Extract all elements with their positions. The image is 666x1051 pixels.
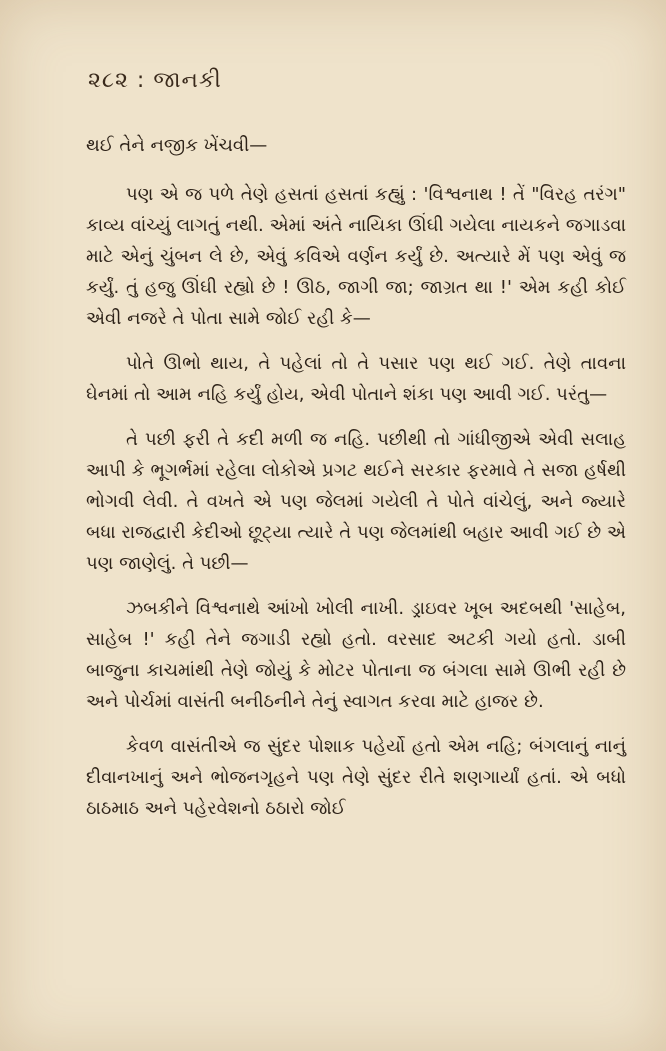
paragraph: કેવળ વાસંતીએ જ સુંદર પોશાક પહેર્યો હતો એમ નહિ; બંગલાનું નાનું દીવાનખાનું અને ભોજનગૃહને પણ તેણે સુંદર રીતે શણગાર્યાં હતાં. એ બધો ઠાઠમાઠ અને પહેરવેશનો ઠઠારો જોઈ: [86, 736, 626, 819]
paragraph: તે પછી ફરી તે કદી મળી જ નહિ. પછીથી તો ગાંધીજીએ એવી સલાહ આપી કે ભૂગર્ભમાં રહેલા લોકોએ પ્રગટ થઈને સરકાર ફરમાવે તે સજા હર્ષથી ભોગવી લેવી. તે વખતે એ પણ જેલમાં ગયેલી તે પોતે વાંચેલું, અને જ્યારે બધા રાજદ્વારી કેદીઓ છૂટ્યા ત્યારે તે પણ જેલમાંથી બહાર આવી ગઈ છે એ પણ જાણેલું. તે પછી—: [86, 429, 626, 574]
page-body: [86, 130, 626, 838]
paragraph: પણ એ જ પળે તેણે હસતાં હસતાં કહ્યું : 'વિશ્વનાથ ! તેં "વિરહ તરંગ" કાવ્ય વાંચ્યું લાગતું નથી. એમાં અંતે નાયિકા ઊંઘી ગયેલા નાયકને જગાડવા માટે એનું ચુંબન લે છે, એવું કવિએ વર્ણન કર્યું છે. અત્યારે મેં પણ એવું જ કર્યું. તું હજુ ઊંઘી રહ્યો છે ! ઊઠ, જાગી જા; જાગ્રત થા !' એમ કહી કોઈ એવી નજરે તે પોતા સામે જોઈ રહી કે—: [86, 184, 626, 329]
paragraph: પોતે ઊભો થાય, તે પહેલાં તો તે પસાર પણ થઈ ગઈ. તેણે તાવના ઘેનમાં તો આમ નહિ કર્યું હોય, એવી પોતાને શંકા પણ આવી ગઈ. પરંતુ—: [86, 353, 626, 405]
paragraph: ઝબકીને વિશ્વનાથે આંખો ખોલી નાખી. ડ્રાઇવર ખૂબ અદબથી 'સાહેબ, સાહેબ !' કહી તેને જગાડી રહ્યો હતો. વરસાદ અટકી ગયો હતો. ડાબી બાજુના કાચમાંથી તેણે જોયું કે મોટર પોતાના જ બંગલા સામે ઊભી રહી છે અને પોર્ચમાં વાસંતી બનીઠનીને તેનું સ્વાગત કરવા માટે હાજર છે.: [86, 598, 626, 712]
paragraph-continuation: થઈ તેને નજીક ખેંચવી—: [86, 135, 268, 156]
running-head: ૨૮૨ : જાનકી: [88, 68, 222, 93]
